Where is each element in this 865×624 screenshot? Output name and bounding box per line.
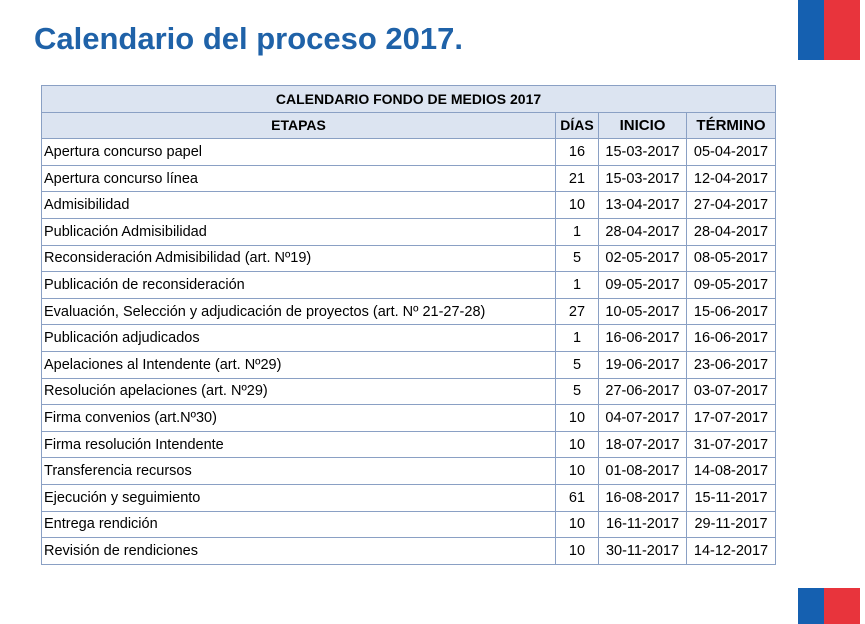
- cell-termino: 31-07-2017: [687, 431, 776, 458]
- cell-dias: 1: [556, 218, 599, 245]
- cell-dias: 1: [556, 325, 599, 352]
- table-row: [42, 351, 776, 378]
- cell-etapa: Transferencia recursos: [42, 458, 556, 485]
- cell-termino: 15-11-2017: [687, 484, 776, 511]
- cell-dias: 5: [556, 351, 599, 378]
- cell-etapa: Firma convenios (art.Nº30): [42, 405, 556, 432]
- cell-etapa: Apertura concurso línea: [42, 165, 556, 192]
- cell-dias: 16: [556, 139, 599, 166]
- cell-etapa: Publicación de reconsideración: [42, 272, 556, 299]
- cell-inicio: 16-06-2017: [599, 325, 687, 352]
- cell-etapa: Ejecución y seguimiento: [42, 484, 556, 511]
- calendar-table: [41, 85, 776, 565]
- cell-termino: 23-06-2017: [687, 351, 776, 378]
- cell-dias: 10: [556, 405, 599, 432]
- cell-termino: 15-06-2017: [687, 298, 776, 325]
- cell-inicio: 19-06-2017: [599, 351, 687, 378]
- cell-dias: 10: [556, 192, 599, 219]
- cell-etapa: Publicación Admisibilidad: [42, 218, 556, 245]
- cell-termino: 29-11-2017: [687, 511, 776, 538]
- cell-termino: 16-06-2017: [687, 325, 776, 352]
- table-row: [42, 139, 776, 166]
- cell-dias: 10: [556, 458, 599, 485]
- cell-dias: 61: [556, 484, 599, 511]
- cell-inicio: 04-07-2017: [599, 405, 687, 432]
- cell-etapa: Evaluación, Selección y adjudicación de proyectos (art. Nº 21-27-28): [42, 298, 556, 325]
- cell-termino: 12-04-2017: [687, 165, 776, 192]
- table-row: [42, 192, 776, 219]
- table-body: [42, 139, 776, 565]
- cell-inicio: 15-03-2017: [599, 165, 687, 192]
- table-row: [42, 431, 776, 458]
- table-row: [42, 484, 776, 511]
- table-row: [42, 272, 776, 299]
- cell-termino: 14-12-2017: [687, 538, 776, 565]
- slide-title: Calendario del proceso 2017.: [34, 21, 464, 56]
- cell-dias: 21: [556, 165, 599, 192]
- header-dias: DÍAS: [556, 112, 599, 139]
- cell-termino: 03-07-2017: [687, 378, 776, 405]
- cell-termino: 09-05-2017: [687, 272, 776, 299]
- header-inicio: INICIO: [599, 112, 687, 139]
- table-row: [42, 245, 776, 272]
- table-row: [42, 405, 776, 432]
- cell-inicio: 16-11-2017: [599, 511, 687, 538]
- cell-inicio: 10-05-2017: [599, 298, 687, 325]
- cell-inicio: 01-08-2017: [599, 458, 687, 485]
- cell-dias: 5: [556, 245, 599, 272]
- cell-termino: 28-04-2017: [687, 218, 776, 245]
- cell-dias: 10: [556, 538, 599, 565]
- cell-inicio: 30-11-2017: [599, 538, 687, 565]
- cell-inicio: 27-06-2017: [599, 378, 687, 405]
- table-header-row: [42, 112, 776, 139]
- table-row: [42, 538, 776, 565]
- cell-etapa: Apelaciones al Intendente (art. Nº29): [42, 351, 556, 378]
- cell-dias: 5: [556, 378, 599, 405]
- cell-etapa: Entrega rendición: [42, 511, 556, 538]
- header-etapas: ETAPAS: [42, 112, 556, 139]
- table-row: [42, 325, 776, 352]
- cell-inicio: 09-05-2017: [599, 272, 687, 299]
- cell-inicio: 02-05-2017: [599, 245, 687, 272]
- cell-termino: 14-08-2017: [687, 458, 776, 485]
- cell-termino: 17-07-2017: [687, 405, 776, 432]
- cell-etapa: Firma resolución Intendente: [42, 431, 556, 458]
- cell-dias: 27: [556, 298, 599, 325]
- cell-termino: 05-04-2017: [687, 139, 776, 166]
- cell-etapa: Apertura concurso papel: [42, 139, 556, 166]
- header-termino: TÉRMINO: [687, 112, 776, 139]
- chile-flag-stripe-top: [798, 0, 860, 60]
- table-row: [42, 378, 776, 405]
- table-row: [42, 298, 776, 325]
- chile-flag-stripe-bottom: [798, 588, 860, 624]
- cell-inicio: 15-03-2017: [599, 139, 687, 166]
- cell-inicio: 13-04-2017: [599, 192, 687, 219]
- cell-etapa: Reconsideración Admisibilidad (art. Nº19): [42, 245, 556, 272]
- table-title-row: [42, 86, 776, 113]
- table-row: [42, 511, 776, 538]
- cell-etapa: Revisión de rendiciones: [42, 538, 556, 565]
- cell-termino: 08-05-2017: [687, 245, 776, 272]
- table-row: [42, 218, 776, 245]
- table-title: CALENDARIO FONDO DE MEDIOS 2017: [42, 86, 776, 113]
- cell-dias: 10: [556, 431, 599, 458]
- cell-termino: 27-04-2017: [687, 192, 776, 219]
- table-row: [42, 458, 776, 485]
- cell-etapa: Publicación adjudicados: [42, 325, 556, 352]
- cell-dias: 1: [556, 272, 599, 299]
- table-row: [42, 165, 776, 192]
- cell-etapa: Admisibilidad: [42, 192, 556, 219]
- cell-dias: 10: [556, 511, 599, 538]
- cell-inicio: 18-07-2017: [599, 431, 687, 458]
- cell-etapa: Resolución apelaciones (art. Nº29): [42, 378, 556, 405]
- cell-inicio: 16-08-2017: [599, 484, 687, 511]
- cell-inicio: 28-04-2017: [599, 218, 687, 245]
